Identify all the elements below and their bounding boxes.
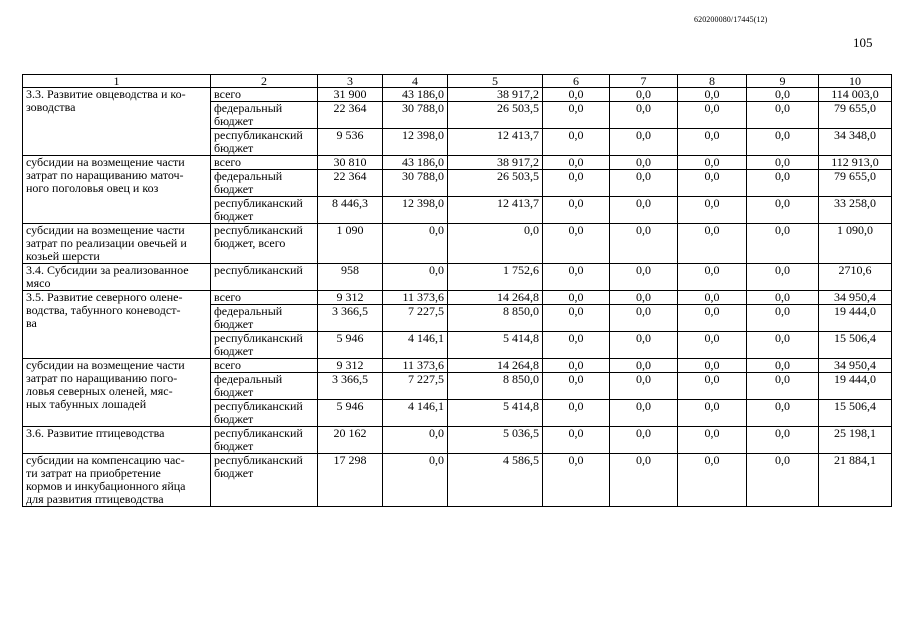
value-cell: 0,0 <box>610 197 678 224</box>
value-cell: 0,0 <box>747 427 819 454</box>
row-group-label: субсидии на возмещение части затрат по наращиванию маточ- ного поголовья овец и коз <box>23 156 211 224</box>
row-group-label: субсидии на возмещение части затрат по наращиванию пого- ловья северных оленей, мяс- ных табунных лошадей <box>23 359 211 427</box>
value-cell: 0,0 <box>543 170 610 197</box>
funding-source-cell: всего <box>211 88 318 102</box>
value-cell: 0,0 <box>678 305 747 332</box>
row-group-label: 3.4. Субсидии за реализованное мясо <box>23 264 211 291</box>
value-cell: 4 146,1 <box>383 400 448 427</box>
funding-source-cell: республиканский бюджет <box>211 129 318 156</box>
value-cell: 0,0 <box>543 400 610 427</box>
column-header: 9 <box>747 75 819 88</box>
value-cell: 0,0 <box>543 102 610 129</box>
value-cell: 0,0 <box>543 332 610 359</box>
value-cell: 34 348,0 <box>819 129 892 156</box>
value-cell: 38 917,2 <box>448 88 543 102</box>
column-header: 10 <box>819 75 892 88</box>
row-group-label: 3.3. Развитие овцеводства и ко- зоводства <box>23 88 211 156</box>
column-header: 3 <box>318 75 383 88</box>
value-cell: 0,0 <box>610 102 678 129</box>
value-cell: 0,0 <box>747 156 819 170</box>
value-cell: 3 366,5 <box>318 305 383 332</box>
value-cell: 0,0 <box>747 359 819 373</box>
funding-source-cell: всего <box>211 156 318 170</box>
value-cell: 0,0 <box>678 224 747 264</box>
table-row <box>23 264 892 291</box>
funding-source-cell: республиканский бюджет <box>211 400 318 427</box>
value-cell: 0,0 <box>678 427 747 454</box>
value-cell: 0,0 <box>747 129 819 156</box>
value-cell: 20 162 <box>318 427 383 454</box>
table-row <box>23 224 892 264</box>
value-cell: 2710,6 <box>819 264 892 291</box>
value-cell: 5 414,8 <box>448 400 543 427</box>
value-cell: 0,0 <box>678 400 747 427</box>
value-cell: 33 258,0 <box>819 197 892 224</box>
value-cell: 8 446,3 <box>318 197 383 224</box>
value-cell: 0,0 <box>448 224 543 264</box>
value-cell: 5 414,8 <box>448 332 543 359</box>
table-row <box>23 359 892 373</box>
value-cell: 0,0 <box>678 129 747 156</box>
value-cell: 43 186,0 <box>383 156 448 170</box>
row-group-label: 3.6. Развитие птицеводства <box>23 427 211 454</box>
table-row <box>23 88 892 102</box>
value-cell: 14 264,8 <box>448 359 543 373</box>
funding-source-cell: всего <box>211 359 318 373</box>
value-cell: 0,0 <box>610 156 678 170</box>
value-cell: 26 503,5 <box>448 170 543 197</box>
column-header: 8 <box>678 75 747 88</box>
value-cell: 12 413,7 <box>448 129 543 156</box>
value-cell: 0,0 <box>747 88 819 102</box>
value-cell: 0,0 <box>543 224 610 264</box>
table-row <box>23 156 892 170</box>
table-row <box>23 291 892 305</box>
value-cell: 0,0 <box>543 129 610 156</box>
row-group-label: 3.5. Развитие северного олене- водства, табунного коневодст- ва <box>23 291 211 359</box>
value-cell: 0,0 <box>543 359 610 373</box>
value-cell: 0,0 <box>747 224 819 264</box>
value-cell: 0,0 <box>543 156 610 170</box>
value-cell: 0,0 <box>543 427 610 454</box>
value-cell: 0,0 <box>543 88 610 102</box>
value-cell: 0,0 <box>610 359 678 373</box>
value-cell: 19 444,0 <box>819 305 892 332</box>
value-cell: 12 413,7 <box>448 197 543 224</box>
value-cell: 5 946 <box>318 400 383 427</box>
value-cell: 26 503,5 <box>448 102 543 129</box>
value-cell: 19 444,0 <box>819 373 892 400</box>
value-cell: 0,0 <box>610 129 678 156</box>
value-cell: 34 950,4 <box>819 291 892 305</box>
value-cell: 0,0 <box>678 373 747 400</box>
value-cell: 0,0 <box>678 197 747 224</box>
value-cell: 9 312 <box>318 359 383 373</box>
value-cell: 5 036,5 <box>448 427 543 454</box>
value-cell: 0,0 <box>678 454 747 507</box>
value-cell: 22 364 <box>318 102 383 129</box>
funding-source-cell: республиканский бюджет, всего <box>211 224 318 264</box>
page-number: 105 <box>853 35 873 50</box>
value-cell: 0,0 <box>678 88 747 102</box>
value-cell: 0,0 <box>383 454 448 507</box>
document-id: 620200080/17445(12) <box>694 15 768 24</box>
value-cell: 0,0 <box>383 264 448 291</box>
table-row <box>23 454 892 507</box>
value-cell: 0,0 <box>383 427 448 454</box>
value-cell: 0,0 <box>543 373 610 400</box>
value-cell: 0,0 <box>383 224 448 264</box>
value-cell: 0,0 <box>747 102 819 129</box>
value-cell: 0,0 <box>678 359 747 373</box>
funding-source-cell: республиканский бюджет <box>211 197 318 224</box>
value-cell: 0,0 <box>678 156 747 170</box>
row-group-label: субсидии на возмещение части затрат по реализации овечьей и козьей шерсти <box>23 224 211 264</box>
value-cell: 0,0 <box>543 197 610 224</box>
subsidy-table <box>22 74 892 507</box>
value-cell: 0,0 <box>610 291 678 305</box>
value-cell: 5 946 <box>318 332 383 359</box>
value-cell: 30 788,0 <box>383 170 448 197</box>
value-cell: 17 298 <box>318 454 383 507</box>
column-header: 6 <box>543 75 610 88</box>
row-group-label: субсидии на компенсацию час- ти затрат на приобретение кормов и инкубационного яйца для развития птицеводства <box>23 454 211 507</box>
value-cell: 25 198,1 <box>819 427 892 454</box>
value-cell: 15 506,4 <box>819 332 892 359</box>
value-cell: 4 146,1 <box>383 332 448 359</box>
value-cell: 12 398,0 <box>383 129 448 156</box>
value-cell: 0,0 <box>747 197 819 224</box>
value-cell: 11 373,6 <box>383 359 448 373</box>
value-cell: 1 090,0 <box>819 224 892 264</box>
value-cell: 31 900 <box>318 88 383 102</box>
value-cell: 14 264,8 <box>448 291 543 305</box>
value-cell: 43 186,0 <box>383 88 448 102</box>
value-cell: 0,0 <box>610 170 678 197</box>
value-cell: 0,0 <box>747 400 819 427</box>
value-cell: 0,0 <box>747 332 819 359</box>
value-cell: 0,0 <box>678 264 747 291</box>
value-cell: 0,0 <box>747 373 819 400</box>
value-cell: 0,0 <box>678 291 747 305</box>
funding-source-cell: республиканский <box>211 264 318 291</box>
value-cell: 15 506,4 <box>819 400 892 427</box>
funding-source-cell: республиканский бюджет <box>211 454 318 507</box>
value-cell: 7 227,5 <box>383 373 448 400</box>
value-cell: 958 <box>318 264 383 291</box>
value-cell: 0,0 <box>610 373 678 400</box>
value-cell: 30 788,0 <box>383 102 448 129</box>
value-cell: 0,0 <box>678 332 747 359</box>
funding-source-cell: федеральный бюджет <box>211 170 318 197</box>
value-cell: 8 850,0 <box>448 373 543 400</box>
value-cell: 0,0 <box>543 291 610 305</box>
value-cell: 30 810 <box>318 156 383 170</box>
value-cell: 0,0 <box>610 400 678 427</box>
header-row <box>23 75 892 88</box>
value-cell: 0,0 <box>610 264 678 291</box>
value-cell: 0,0 <box>678 102 747 129</box>
value-cell: 0,0 <box>747 170 819 197</box>
value-cell: 112 913,0 <box>819 156 892 170</box>
value-cell: 0,0 <box>610 88 678 102</box>
value-cell: 0,0 <box>610 224 678 264</box>
value-cell: 38 917,2 <box>448 156 543 170</box>
value-cell: 0,0 <box>747 264 819 291</box>
value-cell: 114 003,0 <box>819 88 892 102</box>
value-cell: 0,0 <box>543 264 610 291</box>
funding-source-cell: республиканский бюджет <box>211 332 318 359</box>
value-cell: 0,0 <box>747 305 819 332</box>
column-header: 1 <box>23 75 211 88</box>
value-cell: 34 950,4 <box>819 359 892 373</box>
value-cell: 0,0 <box>610 305 678 332</box>
value-cell: 21 884,1 <box>819 454 892 507</box>
value-cell: 0,0 <box>543 305 610 332</box>
column-header: 7 <box>610 75 678 88</box>
value-cell: 7 227,5 <box>383 305 448 332</box>
value-cell: 0,0 <box>747 291 819 305</box>
value-cell: 0,0 <box>610 454 678 507</box>
value-cell: 8 850,0 <box>448 305 543 332</box>
value-cell: 4 586,5 <box>448 454 543 507</box>
value-cell: 0,0 <box>747 454 819 507</box>
column-header: 5 <box>448 75 543 88</box>
funding-source-cell: всего <box>211 291 318 305</box>
value-cell: 79 655,0 <box>819 170 892 197</box>
column-header: 4 <box>383 75 448 88</box>
funding-source-cell: федеральный бюджет <box>211 305 318 332</box>
value-cell: 1 752,6 <box>448 264 543 291</box>
value-cell: 0,0 <box>543 454 610 507</box>
value-cell: 11 373,6 <box>383 291 448 305</box>
funding-source-cell: республиканский бюджет <box>211 427 318 454</box>
value-cell: 9 536 <box>318 129 383 156</box>
value-cell: 79 655,0 <box>819 102 892 129</box>
value-cell: 22 364 <box>318 170 383 197</box>
value-cell: 3 366,5 <box>318 373 383 400</box>
column-header: 2 <box>211 75 318 88</box>
value-cell: 1 090 <box>318 224 383 264</box>
value-cell: 9 312 <box>318 291 383 305</box>
value-cell: 0,0 <box>678 170 747 197</box>
funding-source-cell: федеральный бюджет <box>211 373 318 400</box>
funding-source-cell: федеральный бюджет <box>211 102 318 129</box>
value-cell: 0,0 <box>610 427 678 454</box>
table-row <box>23 427 892 454</box>
value-cell: 0,0 <box>610 332 678 359</box>
value-cell: 12 398,0 <box>383 197 448 224</box>
